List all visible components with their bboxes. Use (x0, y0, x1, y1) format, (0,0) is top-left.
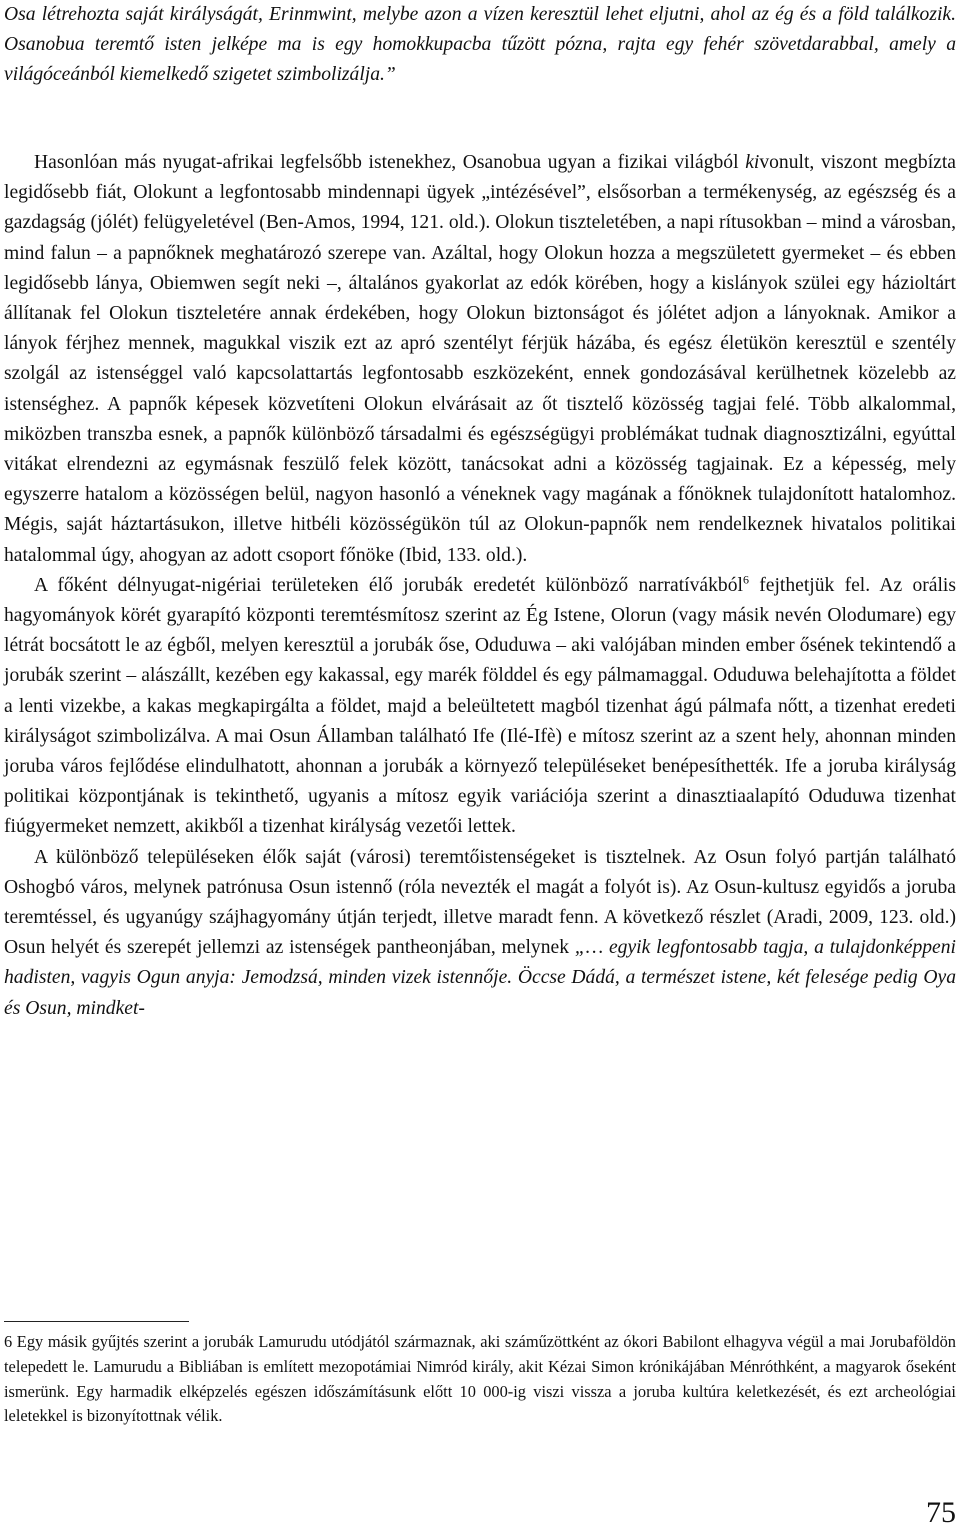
paragraph-osun (4, 843, 956, 1024)
footnote-divider (4, 1321, 189, 1322)
paragraph-olokun-italic: ki (745, 152, 760, 173)
paragraph-osun-text: A különböző településeken élők saját (városi) teremtőistenségeket is tisztelnek. Az Osun folyó partján található Oshogbó város, melynek patrónusa Osun istennő (róla nevezték el magát a folyót is). Az Osun-kultusz egyidős a joruba teremtéssel, és ugyanúgy szájhagyomány útján terjedt, illetve maradt fenn. A következő részlet (Aradi, 2009, 123. old.) Osun helyét és szerepét jellemzi az istenségek pantheonjában, melynek (4, 846, 956, 959)
paragraph-olokun-text-a: Hasonlóan más nyugat-afrikai legfelsőbb istenekhez, Osanobua ugyan a fizikai világból (34, 152, 746, 173)
paragraph-joruba-origin (4, 571, 956, 843)
page-number: 75 (926, 1496, 956, 1529)
opening-quote (4, 0, 956, 91)
paragraph-olokun (4, 148, 956, 571)
paragraph-osun-quote: „… egyik legfontosabb tagja, a tulajdonképpeni hadisten, vagyis Ogun anyja: Jemodzsá, minden vizek istennője. Öccse Dádá, a természet istene, két felesége pedig Oya és Osun, mindket- (4, 937, 956, 1019)
paragraph-joruba-text-a: A főként délnyugat-nigériai területeken élő jorubák eredetét különböző narratívákból (34, 574, 743, 596)
paragraph-olokun-text-b: vonult, viszont megbízta legidősebb fiát, Olokunt a legfontosabb mindennapi ügyek „intézésével”, elsősorban a termékenység, az egészség és a gazdagság (jólét) felügyeletével (Ben-Amos, 1994, 121. old.). Olokun tiszteletében, a napi rítusokban – mind a városban, mind falun – a papnőknek meghatározó szerepe van. Azáltal, hogy Olokun hozza a megszületett gyermeket – és ebben legidősebb lánya, Obiemwen segít neki –, általános gyakorlat az edók körében, hogy a kislányok szülei egy házioltárt állítanak fel Olokun tiszteletére annak érdekében, hogy Olokun biztonságot és jólétet adjon a lányoknak. Amikor a lányok férjhez mennek, magukkal viszik ezt az apró szentélyt férjük házába, és egész életükön keresztül e szentély szolgál az istenséggel való kapcsolattartás legfontosabb eszközeként, ennek gondozásával kerülhetnek közelebb az istenséghez. A papnők képesek közvetíteni Olokun elvárásait az őt tisztelő közösség tagjai felé. Több alkalommal, miközben transzba esnek, a papnők különböző társadalmi és egészségügyi problémákat tudnak diagnosztizálni, egyúttal vitákat elrendezni az egymásnak feszülő felek között, tanácsokat adni a közösség tagjainak. Ez a képesség, mely egyszerre hatalom a közösségen belül, nagyon hasonló a véneknek vagy magának a főnöknek tulajdonított hatalomhoz. Mégis, saját háztartásukon, illetve hitbéli közösségükön túl az Olokun-papnők nem rendelkeznek hivatalos politikai hatalommal úgy, ahogyan az adott csoport főnöke (Ibid, 133. old.). (4, 152, 956, 566)
footnote-reference[interactable]: 6 (742, 572, 749, 587)
footnote-text: 6 Egy másik gyűjtés szerint a jorubák Lamurudu utódjától származnak, aki száműzöttként az ókori Babilont elhagyva végül a mai Jorubaföldön telepedett le. Lamurudu a Bibliában is említett mezopotámiai Nimród király, akit Kézai Simon krónikájában Ménróthként, a magyarok őseként ismerünk. Egy harmadik elképzelés egészen időszámításunk előtt 10 000-ig viszi vissza a joruba kultúra keletkezését, és ezt archeológiai leletekkel is bizonyítottnak vélik. (4, 1332, 956, 1426)
quote-paragraph: Osa létrehozta saját királyságát, Erinmwint, melybe azon a vízen keresztül lehet eljutni, ahol az ég és a föld találkozik. Osanobua teremtő isten jelképe ma is egy homokkupacba tűzött pózna, rajta egy fehér szövetdarabbal, amely a világóceánból kiemelkedő szigetet szimbolizálja.” (4, 4, 956, 86)
main-text (4, 148, 956, 1024)
footnote (4, 1330, 956, 1429)
paragraph-joruba-text-b: fejthetjük fel. Az orális hagyományok körét gyarapító központi teremtésmítosz szerint az Ég Istene, Olorun (vagy másik nevén Olodumare) egy létrát bocsátott le az égből, melyen keresztül a jorubák őse, Oduduwa – aki valójában minden ember ősének tekintendő a jorubák szerint – alászállt, kezében egy kakassal, egy marék földdel és egy pálmamaggal. Oduduwa belehajította a földet a lenti vizekbe, a kakas megkapirgálta a földet, majd a beleültetett magból tizenhat ágú pálmafa nőtt, a tizenhat eredeti királyságot szimbolizálva. A mai Osun Államban található Ife (Ilé-Ifè) e mítosz szerint az a szent hely, ahonnan minden joruba város fejlődése elindulhatott, ahonnan a jorubák a környező településeket benépesíthették. Ife a joruba királyság politikai központjának is tekinthető, ugyanis a mítosz egyik variációja szerint a dinasztiaalapító Oduduwa tizenhat fiúgyermeket nemzett, akikből a tizenhat királyság vezetői lettek. (4, 574, 956, 838)
